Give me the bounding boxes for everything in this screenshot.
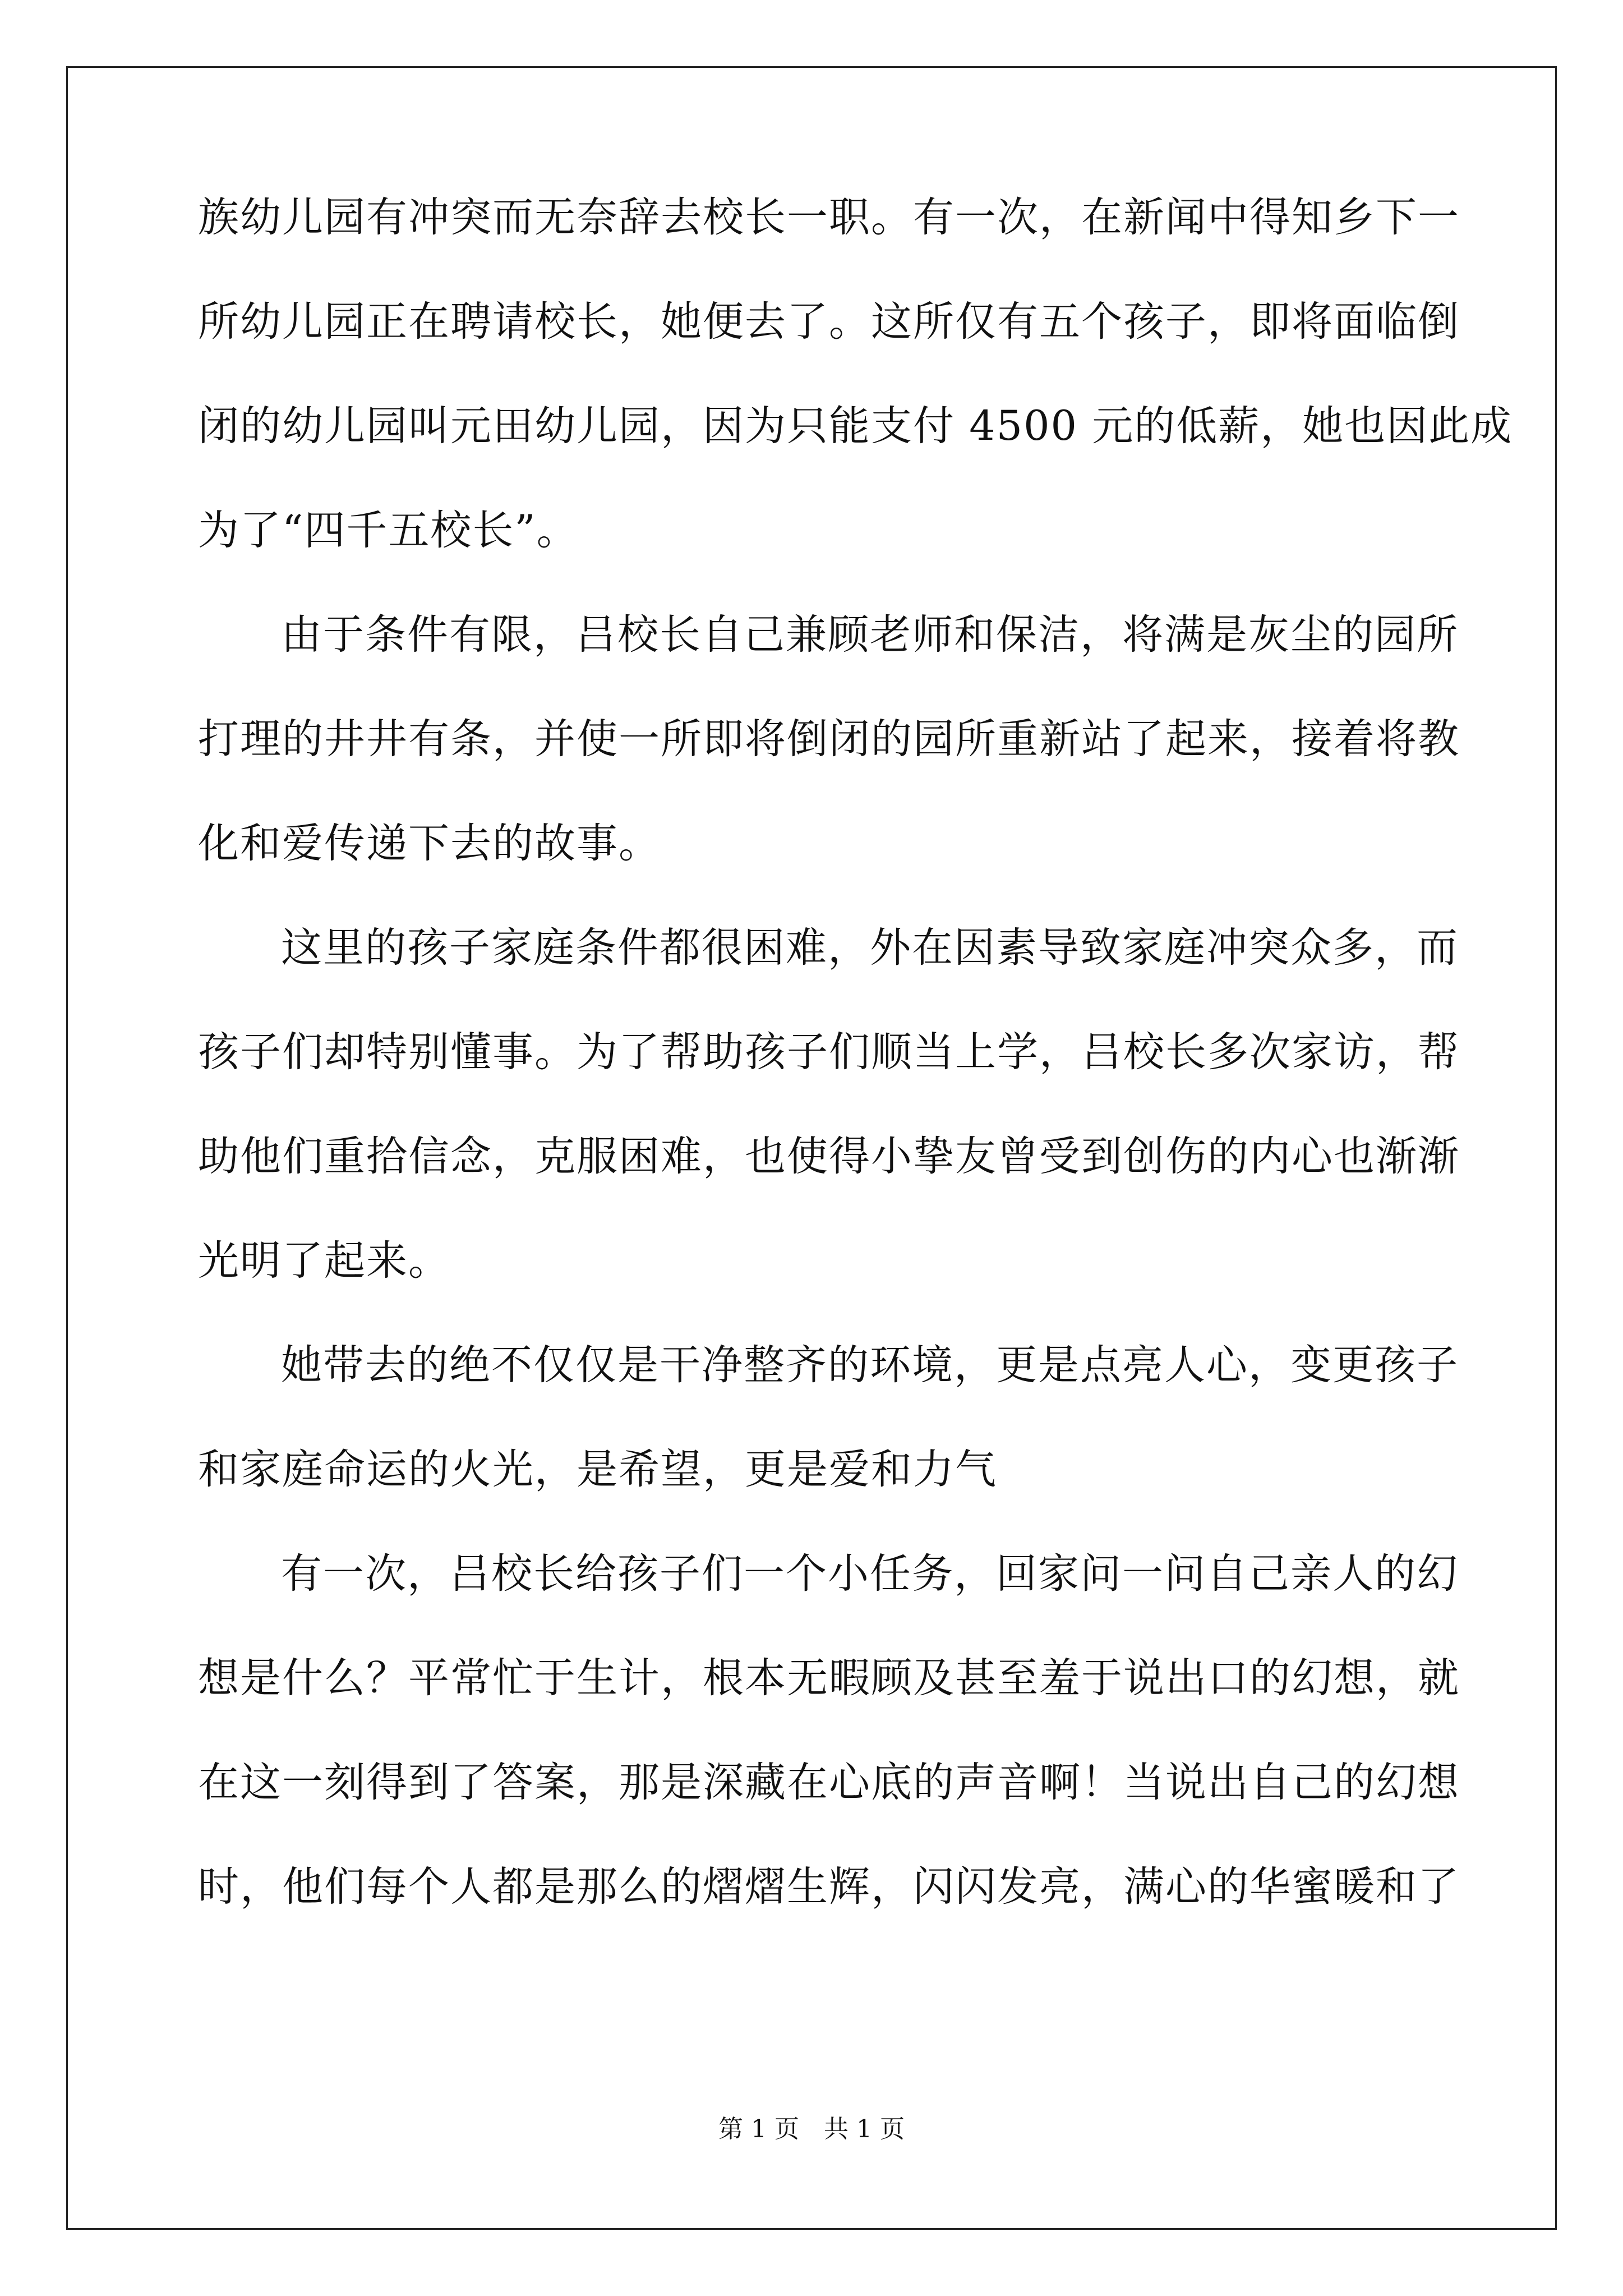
text-line: 孩子们却特别懂事。为了帮助孩子们顺当上学，吕校长多次家访，帮 — [198, 1028, 1460, 1076]
paragraph — [198, 1338, 1459, 1497]
text-line: 想是什么？平常忙于生计，根本无暇顾及甚至羞于说出口的幻想，就 — [198, 1654, 1460, 1702]
page-number: 第 1 页 共 1 页 — [718, 2115, 905, 2143]
text-line: 所幼儿园正在聘请校长，她便去了。这所仅有五个孩子，即将面临倒 — [198, 298, 1460, 346]
text-line: 族幼儿园有冲突而无奈辞去校长一职。有一次，在新闻中得知乡下一 — [198, 194, 1460, 241]
paragraph — [198, 608, 1460, 871]
text-line: 在这一刻得到了答案，那是深藏在心底的声音啊！当说出自己的幻想 — [198, 1759, 1460, 1806]
text-line: 和家庭命运的火光，是希望，更是爱和力气 — [198, 1446, 997, 1493]
text-line: 闭的幼儿园叫元田幼儿园，因为只能支付 4500 元的低薪，她也因此成 — [198, 402, 1513, 450]
text-line: 为了“四千五校长”。 — [198, 507, 579, 554]
text-line: 这里的孩子家庭条件都很困难，外在因素导致家庭冲突众多，而 — [281, 924, 1459, 972]
text-line: 化和爱传递下去的故事。 — [198, 820, 661, 867]
paragraph — [198, 1547, 1460, 1914]
paragraph — [198, 191, 1513, 558]
text-line: 打理的井井有条，并使一所即将倒闭的园所重新站了起来，接着将教 — [198, 715, 1460, 763]
document-body — [198, 191, 1513, 1914]
text-line: 光明了起来。 — [198, 1237, 450, 1285]
text-line: 有一次，吕校长给孩子们一个小任务，回家问一问自己亲人的幻 — [281, 1550, 1459, 1598]
text-line: 助他们重拾信念，克服困难，也使得小挚友曾受到创伤的内心也渐渐 — [198, 1133, 1460, 1180]
text-line: 她带去的绝不仅仅是干净整齐的环境，更是点亮人心，变更孩子 — [281, 1341, 1459, 1389]
paragraph — [198, 921, 1460, 1288]
text-line: 由于条件有限，吕校长自己兼顾老师和保洁，将满是灰尘的园所 — [281, 611, 1459, 659]
text-line: 时，他们每个人都是那么的熠熠生辉，闪闪发亮，满心的华蜜暖和了 — [198, 1863, 1460, 1911]
